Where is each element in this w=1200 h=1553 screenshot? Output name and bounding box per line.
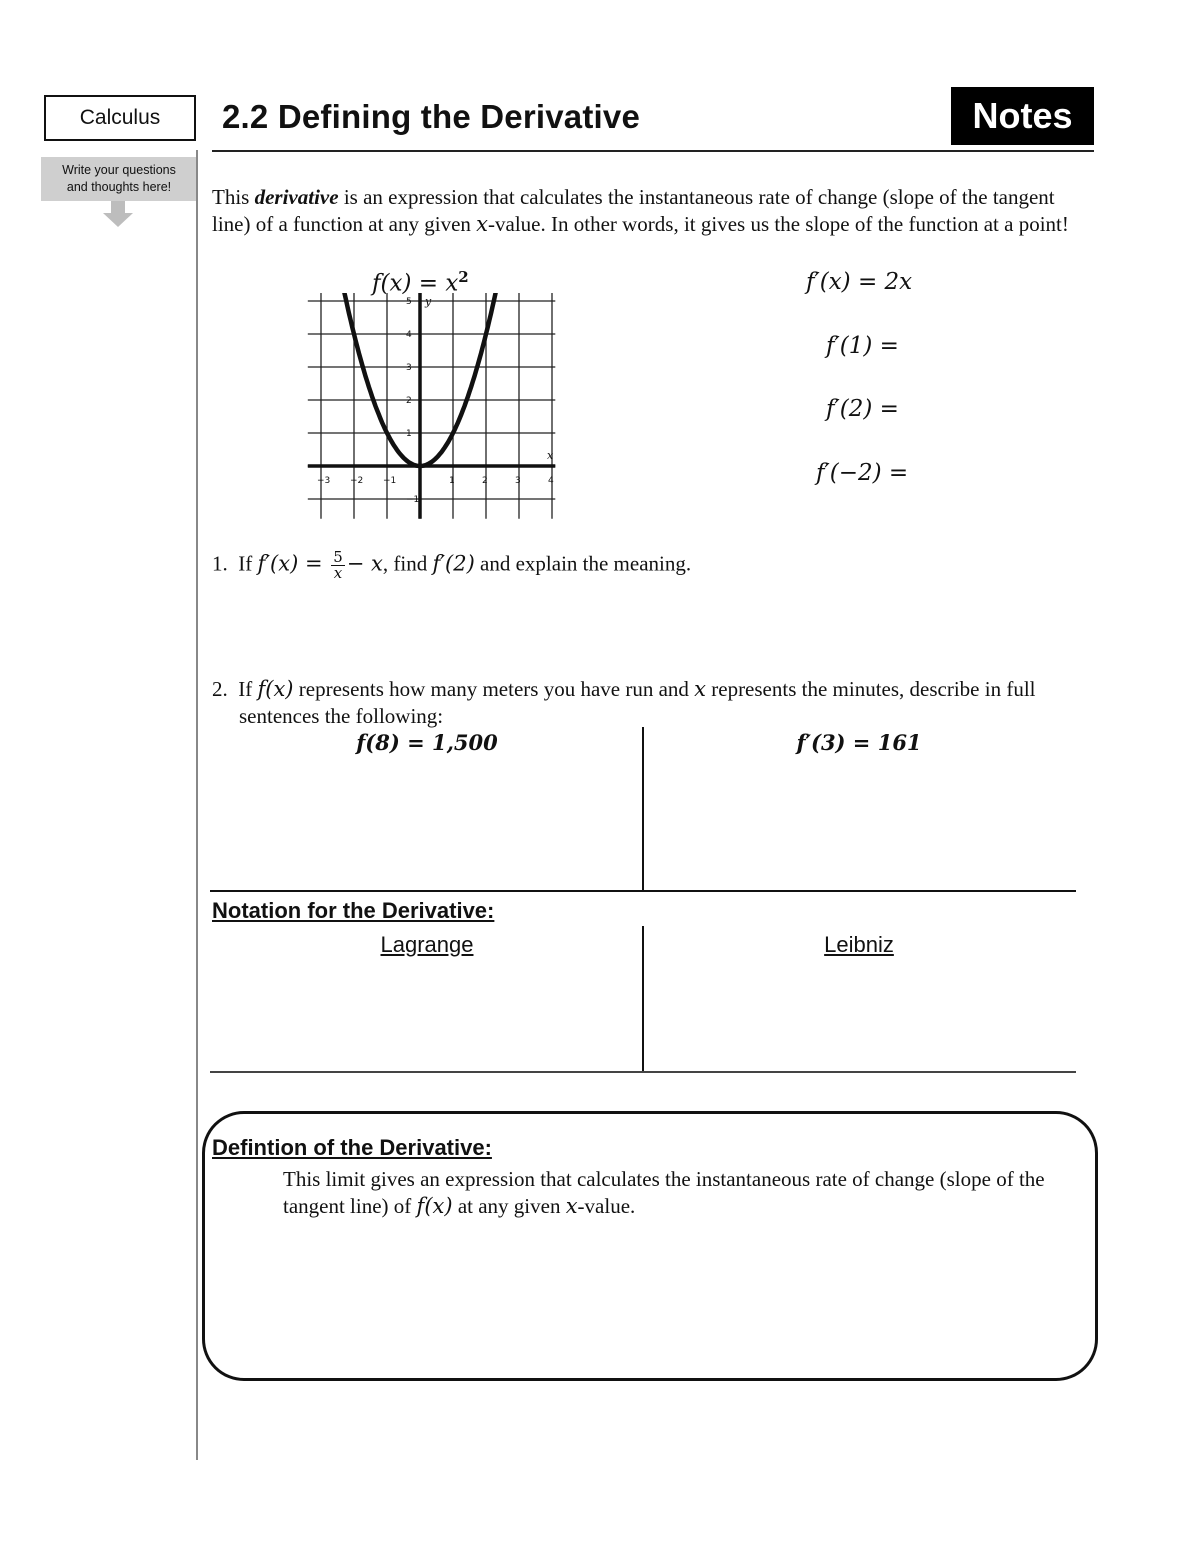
q2-number: 2. xyxy=(212,677,228,701)
q2-part1: represents how many meters you have run and xyxy=(293,677,695,701)
q2-if: If xyxy=(238,677,258,701)
definition-heading: Defintion of the Derivative: xyxy=(212,1135,492,1160)
x-tick-label: 1 xyxy=(449,476,455,486)
q1-lhs: f′(x) = xyxy=(257,551,330,576)
down-arrow-icon-stem xyxy=(111,201,125,213)
margin-divider xyxy=(196,150,198,1460)
def-part1: This limit gives an expression that calculates the instantaneous rate of change (slope of the tangent line) of xyxy=(283,1167,1045,1218)
def-fx: f(x) xyxy=(416,1194,453,1218)
intro-paragraph xyxy=(212,184,1092,238)
question-2 xyxy=(212,676,1119,730)
leibniz-heading: Leibniz xyxy=(824,932,894,957)
side-note-text: Write your questions and thoughts here! xyxy=(62,163,176,194)
q2-right-expression: f′(3) = 161 xyxy=(796,730,922,755)
derivative-formula: f′(x) = 2x xyxy=(806,269,913,295)
lagrange-heading: Lagrange xyxy=(380,932,474,957)
q1-frac-num: 5 xyxy=(333,548,343,566)
intro-part2: -value. In other words, it gives us the slope of the function at a point! xyxy=(488,212,1069,236)
x-tick-label: 4 xyxy=(548,476,554,486)
intro-keyword: derivative xyxy=(254,185,339,209)
q2-left-expression: f(8) = 1,500 xyxy=(356,730,498,755)
notes-badge: Notes xyxy=(951,87,1094,145)
question-1 xyxy=(212,550,1092,581)
def-part2: at any given xyxy=(452,1194,566,1218)
derivative-at-1: f′(1) = xyxy=(826,333,899,359)
page-title: 2.2 Defining the Derivative xyxy=(222,98,641,135)
def-part3: -value. xyxy=(577,1194,636,1218)
q2-part2: represents the minutes, describe in full sentences the following: xyxy=(239,677,1036,728)
q2-fx: f(x) xyxy=(257,677,294,701)
title-rule xyxy=(212,150,1094,152)
q1-target: f′(2) xyxy=(432,551,475,576)
x-tick-label: −2 xyxy=(350,476,364,486)
x-tick-label: −1 xyxy=(383,476,397,486)
notation-heading: Notation for the Derivative: xyxy=(212,898,495,923)
notation-column-divider xyxy=(642,926,644,1072)
q2-x: x xyxy=(694,677,706,701)
y-tick-label: 1 xyxy=(406,429,412,439)
graph-title-exponent: 2 xyxy=(458,268,469,286)
y-tick-label: 2 xyxy=(406,396,412,406)
q2-bottom-rule xyxy=(210,890,1076,892)
definition-text xyxy=(283,1166,1083,1220)
y-tick-label: −1 xyxy=(406,495,420,505)
parabola-graph xyxy=(300,293,570,523)
derivative-at-2: f′(2) = xyxy=(826,396,899,422)
notation-bottom-rule xyxy=(210,1071,1076,1073)
side-note-label xyxy=(41,157,197,201)
y-tick-label: 5 xyxy=(406,297,412,307)
x-tick-label: 2 xyxy=(482,476,488,486)
q1-mid: , find xyxy=(382,551,433,576)
intro-part1: is an expression that calculates the instantaneous rate of change (slope of the tangent line) of a function at any given xyxy=(212,185,1055,236)
q1-fraction xyxy=(331,550,345,581)
derivative-at-neg2: f′(−2) = xyxy=(816,460,909,486)
x-tick-label: −3 xyxy=(317,476,331,486)
x-axis-label: x xyxy=(547,449,554,462)
y-axis-label: y xyxy=(425,295,432,308)
q2-column-divider xyxy=(642,727,644,892)
y-tick-label: 3 xyxy=(406,363,412,373)
q1-rest: − x xyxy=(346,551,383,576)
q1-number: 1. xyxy=(212,551,228,576)
def-x: x xyxy=(565,1194,578,1218)
y-tick-label: 4 xyxy=(406,330,412,340)
q1-frac-den: x xyxy=(333,564,343,582)
q1-tail: and explain the meaning. xyxy=(474,551,692,576)
x-tick-label: 3 xyxy=(515,476,521,486)
graph-title-lhs: f(x) = x xyxy=(372,270,459,297)
q1-if: If xyxy=(238,551,258,576)
intro-prefix: This xyxy=(212,185,255,209)
intro-var: x xyxy=(476,212,489,236)
down-arrow-icon xyxy=(103,213,133,227)
course-label: Calculus xyxy=(44,95,196,141)
